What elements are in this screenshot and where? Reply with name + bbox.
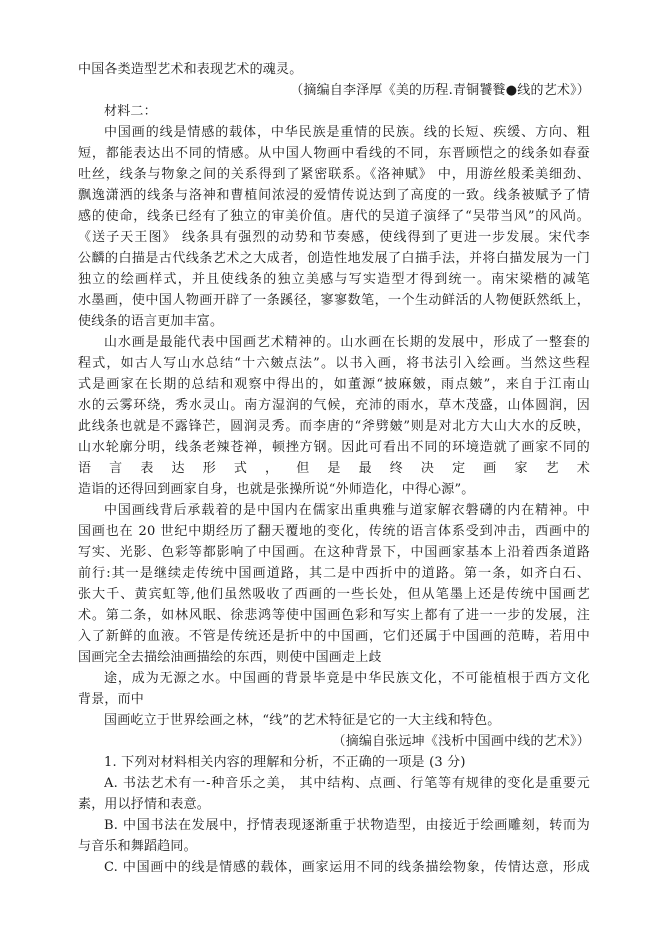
option-b: B. 中国书法在发展中，抒情表现逐渐重于状物造型，由接近于绘画雕刻，转而为 <box>104 818 590 833</box>
text-line: 中国画线背后承载着的是中国内在儒家出重典雅与道家解衣磐礴的内在精神。中 <box>104 503 590 518</box>
source-citation: （摘编自李泽厚《美的历程.青铜饕餮●线的艺术》） <box>290 83 590 98</box>
text-line: 写实、光影、色彩等都影响了中国画。在这种背景下，中国画家基本上沿着西条道路 <box>78 545 590 560</box>
text-line: 独立的绘画样式，并且使线条的独立美感与写实造型才得到统一。南宋梁楷的减笔 <box>78 272 590 287</box>
text-line: 此线条也就是不露锋芒，圆润灵秀。而李唐的“斧劈皴”则是对北方大山大水的反映， <box>78 419 590 434</box>
option-a-cont: 素，用以抒情和表意。 <box>78 797 211 812</box>
text-line: 术。第二条，如林风眠、徐悲鸿等使中国画色彩和写实上都有了进一一步的发展，注 <box>78 608 590 623</box>
text-line: 《送子天王图》 线条具有强烈的动势和节奏感，使线得到了更进一步发展。宋代李 <box>78 230 590 245</box>
text-line: 程式，如古人写山水总结“十六皴点法”。以书入画，将书法引入绘画。当然这些程 <box>78 356 590 371</box>
text-line: 背景，而中 <box>78 692 145 707</box>
text-line: 吐丝，线条与物象之间的关系得到了紧密联系。《洛神赋》 中，用游丝般柔美细劲、 <box>78 167 590 182</box>
option-b-cont: 与音乐和舞蹈趋同。 <box>78 839 197 854</box>
text-line: 中国画的线是情感的载体，中华民族是重情的民族。线的长短、疾缓、方向、粗 <box>104 125 590 140</box>
text-line: 山水轮廓分明，线条老辣苍禅，顿挫方钢。因此可看出不同的环境造就了画家不同的 <box>78 440 590 455</box>
text-line: 中国各类造型艺术和表现艺术的魂灵。 <box>78 62 303 77</box>
text-line: 语言表达形式，但是最终决定画家艺术 <box>78 461 590 476</box>
text-line: 公麟的白描是古代线条艺术之大成者，创造性地发展了白描手法，并将白描发展为一门 <box>78 251 590 266</box>
text-line: 飘逸潇洒的线条与洛神和曹植间浓浸的爱情传说达到了高度的一致。线条被赋予了情 <box>78 188 590 203</box>
text-line: 感的使命，线条已经有了独立的审美价值。唐代的吴道子演绎了“吴带当风”的风尚。 <box>78 209 590 224</box>
section-heading: 材料二： <box>104 104 157 119</box>
text-line: 国画也在 20 世纪中期经历了翻天覆地的变化，传统的语言体系受到冲击，西画中的 <box>78 524 590 539</box>
option-c: C. 中国画中的线是情感的载体，画家运用不同的线条描绘物象，传情达意，形成 <box>104 860 590 875</box>
text-line: 入了新鲜的血液。不管是传统还是折中的中国画，它们还属于中国画的范畴，若用中 <box>78 629 590 644</box>
text-line: 张大千、黄宾虹等,他们虽然吸收了西画的一些长处，但从笔墨上还是传统中国画艺 <box>78 587 590 602</box>
text-line: 国画完全去描绘油画描绘的东西，则使中国画走上歧 <box>78 650 382 665</box>
text-line: 山水画是最能代表中国画艺术精神的。山水画在长期的发展中，形成了一整套的 <box>104 335 590 350</box>
text-line: 水的云雾环绕，秀水灵山。南方湿润的气候，充沛的雨水，草木茂盛，山体圆润，因 <box>78 398 590 413</box>
text-line: 前行:其一是继续走传统中国画道路，其二是中西折中的道路。第一条，如齐白石、 <box>78 566 590 581</box>
source-citation: （摘编自张远坤《浅析中国画中线的艺术》） <box>332 734 590 749</box>
text-line: 造诣的还得回到画家自身，也就是张操所说“外师造化，中得心源”。 <box>78 482 475 497</box>
text-line: 使线条的语言更加丰富。 <box>78 314 224 329</box>
text-line: 水墨画，使中国人物画开辟了一条蹊径，寥寥数笔，一个生动鲜活的人物便跃然纸上， <box>78 293 590 308</box>
text-line: 短，都能表达出不同的情感。从中国人物画中看线的不同，东晋顾恺之的线条如春蚕 <box>78 146 590 161</box>
text-line: 国画屹立于世界绘画之林，“线”的艺术特征是它的一大主线和特色。 <box>104 713 501 728</box>
text-line: 途，成为无源之水。中国画的背景毕竟是中华民族文化，不可能植根于西方文化 <box>104 671 590 686</box>
option-a: A. 书法艺术有一-种音乐之美， 其中结构、点画、行笔等有规律的变化是重要元 <box>104 776 590 791</box>
text-line: 式是画家在长期的总结和观察中得出的，如董源“披麻皴，雨点皴”，来自于江南山 <box>78 377 590 392</box>
question-stem: 1. 下列对材料相关内容的理解和分析，不正确的一项是 (3 分) <box>104 755 466 770</box>
